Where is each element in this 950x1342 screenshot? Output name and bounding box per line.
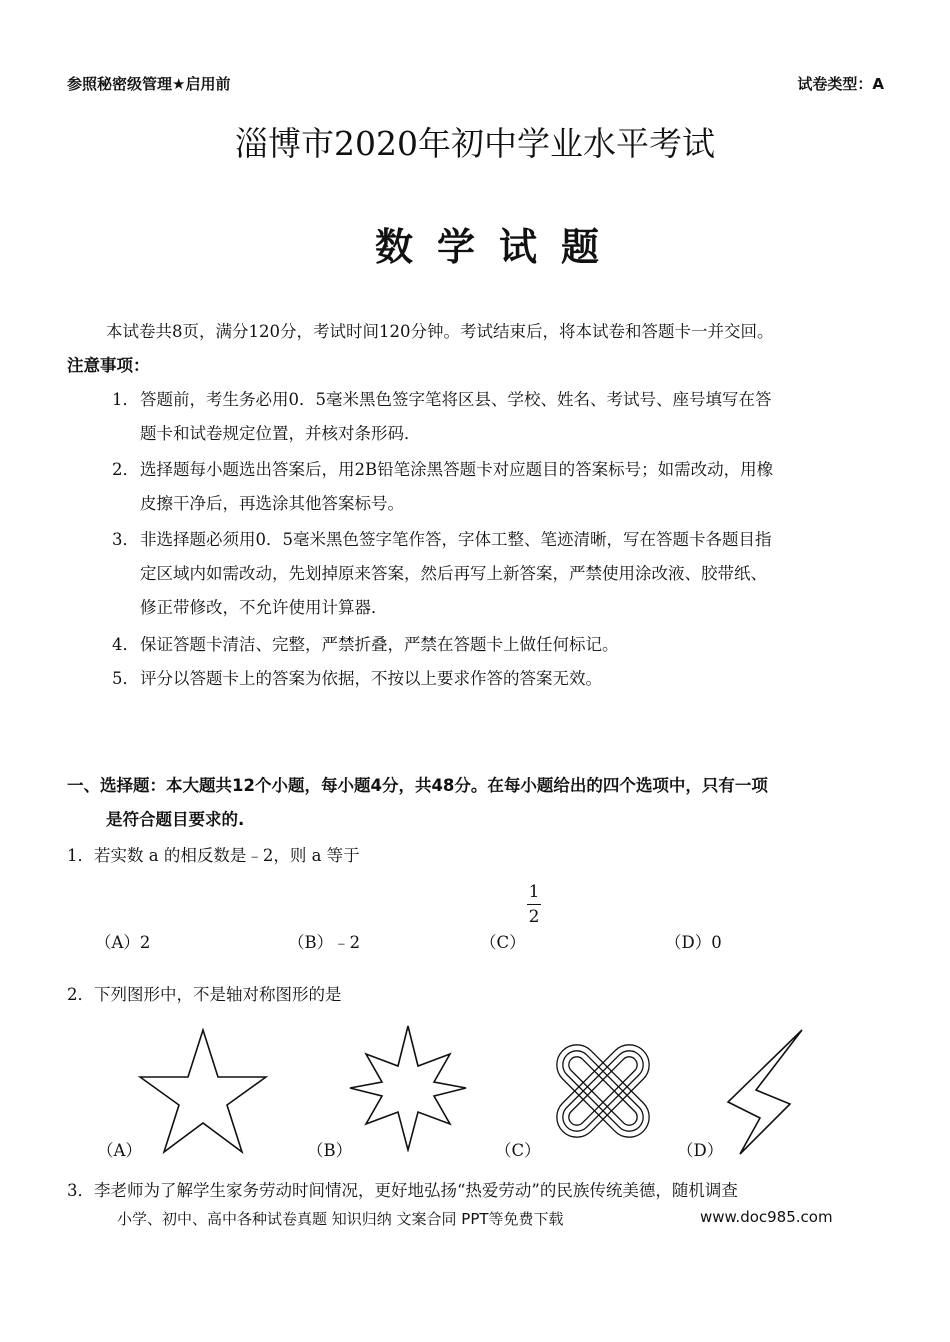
question-3-stem: 3．李老师为了解学生家务劳动时间情况，更好地弘扬“热爱劳动”的民族传统美德，随机调查	[67, 1181, 738, 1200]
eight-point-star-icon	[348, 1024, 468, 1152]
paper-type: 试卷类型：A	[797, 75, 884, 93]
item-number: 2．	[112, 460, 139, 479]
item-number: 1．	[112, 390, 139, 409]
footer-text: 小学、初中、高中各种试卷真题 知识归纳 文案合同 PPT等免费下载	[117, 1210, 564, 1228]
notice-item	[112, 389, 772, 445]
question-2-stem: 2．下列图形中，不是轴对称图形的是	[67, 985, 342, 1004]
footer-link[interactable]: www.doc985.com	[700, 1208, 833, 1226]
five-point-star-icon	[138, 1028, 268, 1156]
option-a: （A）2	[95, 933, 151, 952]
fraction-one-half	[522, 882, 546, 927]
item-number: 3．	[112, 530, 139, 549]
interlaced-knot-icon	[538, 1026, 668, 1156]
item-text: 定区域内如需改动，先划掉原来答案，然后再写上新答案，严禁使用涂改液、胶带纸、	[140, 564, 767, 583]
section-heading-cont: 是符合题目要求的.	[106, 810, 245, 829]
security-label: 参照秘密级管理★启用前	[67, 75, 231, 93]
figure-label-c: （C）	[495, 1141, 541, 1160]
option-c: （C）	[480, 933, 526, 952]
item-text: 评分以答题卡上的答案为依据，不按以上要求作答的答案无效。	[140, 669, 602, 688]
fraction-denominator: 2	[528, 907, 540, 927]
figure-label-b: （B）	[307, 1141, 353, 1160]
subject-title: 数学试题	[374, 225, 623, 269]
item-text: 选择题每小题选出答案后，用2B铅笔涂黑答题卡对应题目的答案标号；如需改动，用橡	[140, 460, 774, 479]
notice-heading: 注意事项：	[67, 356, 150, 375]
item-text: 皮擦干净后，再选涂其他答案标号。	[140, 494, 404, 513]
option-d: （D）0	[665, 933, 722, 952]
lightning-bolt-icon	[724, 1028, 806, 1156]
page-title: 淄博市2020年初中学业水平考试	[235, 124, 715, 163]
item-number: 4．	[112, 635, 139, 654]
question-1-stem: 1．若实数 a 的相反数是﹣2，则 a 等于	[67, 846, 360, 865]
figure-label-d: （D）	[677, 1141, 724, 1160]
intro-text: 本试卷共8页，满分120分，考试时间120分钟。考试结束后，将本试卷和答题卡一并交回。	[106, 322, 774, 341]
item-text: 题卡和试卷规定位置，并核对条形码．	[140, 424, 421, 443]
fraction-bar	[527, 904, 541, 905]
fraction-numerator: 1	[528, 882, 540, 902]
item-text: 保证答题卡清洁、完整，严禁折叠，严禁在答题卡上做任何标记。	[140, 635, 619, 654]
notice-item	[112, 459, 773, 515]
notice-item	[112, 529, 772, 619]
option-b: （B）﹣2	[288, 933, 361, 952]
item-text: 修正带修改，不允许使用计算器．	[140, 598, 388, 617]
item-text: 非选择题必须用0．5毫米黑色签字笔作答，字体工整、笔迹清晰，写在答题卡各题目指	[140, 530, 772, 549]
item-number: 5．	[112, 669, 139, 688]
section-heading: 一、选择题：本大题共12个小题，每小题4分，共48分。在每小题给出的四个选项中，只有一项	[67, 776, 768, 795]
notice-item	[112, 634, 619, 656]
item-text: 答题前，考生务必用0．5毫米黑色签字笔将区县、学校、姓名、考试号、座号填写在答	[140, 390, 772, 409]
notice-item	[112, 668, 602, 690]
figure-label-a: （A）	[97, 1141, 142, 1160]
